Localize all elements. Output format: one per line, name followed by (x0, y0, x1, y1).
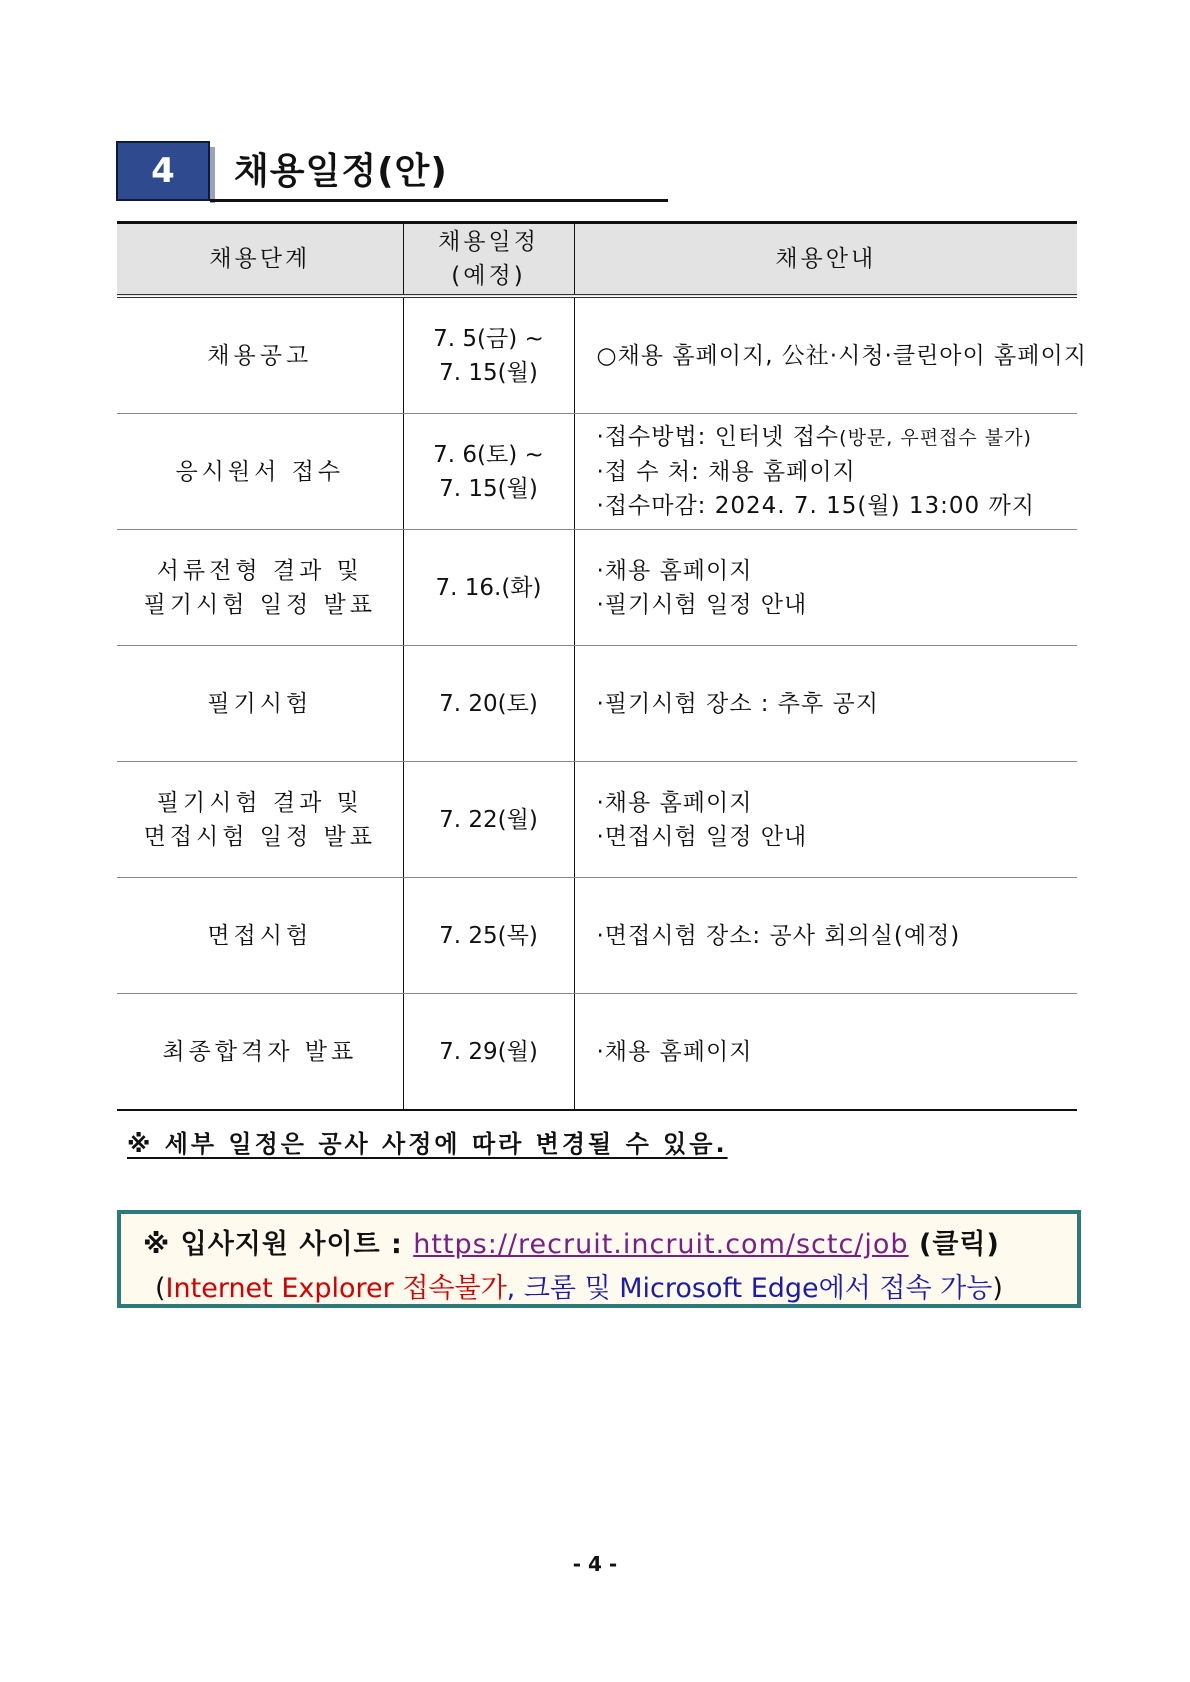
site-label: ※ 입사지원 사이트 : (143, 1229, 414, 1260)
click-label: (클릭) (908, 1229, 1000, 1260)
page-number: - 4 - (572, 1552, 618, 1576)
stage-cell: 필기시험 (117, 646, 403, 762)
stage-cell: 면접시험 (117, 878, 403, 994)
date-cell: 7. 5(금) ~ 7. 15(월) (403, 296, 574, 414)
header-guide: 채용안내 (574, 223, 1077, 297)
date-cell: 7. 22(월) (403, 762, 574, 878)
guide-cell: ·필기시험 장소 : 추후 공지 (574, 646, 1077, 762)
table-row (117, 762, 1077, 878)
date-cell: 7. 16.(화) (403, 530, 574, 646)
close-paren: ) (992, 1273, 1003, 1304)
table-row (117, 994, 1077, 1111)
comma: , (506, 1273, 524, 1304)
table-row (117, 414, 1077, 530)
stage-cell: 필기시험 결과 및 면접시험 일정 발표 (117, 762, 403, 878)
date-cell: 7. 29(월) (403, 994, 574, 1111)
date-cell: 7. 20(토) (403, 646, 574, 762)
application-site-link[interactable]: https://recruit.incruit.com/sctc/job (413, 1229, 909, 1260)
guide-cell: ·접수방법: 인터넷 접수(방문, 우편접수 불가) ·접 수 처: 채용 홈페이지 ·접수마감: 2024. 7. 15(월) 13:00 까지 (574, 414, 1077, 530)
guide-cell: ·면접시험 장소: 공사 회의실(예정) (574, 878, 1077, 994)
site-line (143, 1222, 1000, 1261)
browser-notice-line (155, 1266, 1003, 1305)
header-schedule: 채용일정 (예정) (403, 223, 574, 297)
table-row (117, 296, 1077, 414)
section-heading (116, 141, 668, 203)
recruitment-schedule-table (117, 221, 1087, 1111)
section-title: 채용일정(안) (234, 151, 448, 192)
schedule-change-note: ※ 세부 일정은 공사 사정에 따라 변경될 수 있음. (127, 1130, 728, 1158)
guide-cell: ○채용 홈페이지, 公社·시청·클린아이 홈페이지 (574, 296, 1077, 414)
stage-cell: 최종합격자 발표 (117, 994, 403, 1111)
date-cell: 7. 25(목) (403, 878, 574, 994)
guide-cell: ·채용 홈페이지 ·필기시험 일정 안내 (574, 530, 1077, 646)
stage-cell: 응시원서 접수 (117, 414, 403, 530)
date-cell: 7. 6(토) ~ 7. 15(월) (403, 414, 574, 530)
table-row (117, 530, 1077, 646)
table-row (117, 646, 1077, 762)
header-stage: 채용단계 (117, 223, 403, 297)
table-header-row (117, 223, 1077, 297)
browser-notice: 크롬 및 Microsoft Edge에서 접속 가능 (523, 1273, 993, 1304)
open-paren: ( (155, 1273, 166, 1304)
stage-cell: 채용공고 (117, 296, 403, 414)
section-number-badge: 4 (116, 141, 210, 201)
stage-cell: 서류전형 결과 및 필기시험 일정 발표 (117, 530, 403, 646)
guide-cell: ·채용 홈페이지 ·면접시험 일정 안내 (574, 762, 1077, 878)
application-site-box (117, 1210, 1081, 1308)
table-row (117, 878, 1077, 994)
guide-cell: ·채용 홈페이지 (574, 994, 1077, 1111)
section-underline (210, 199, 668, 202)
ie-notice: Internet Explorer 접속불가 (165, 1273, 507, 1304)
